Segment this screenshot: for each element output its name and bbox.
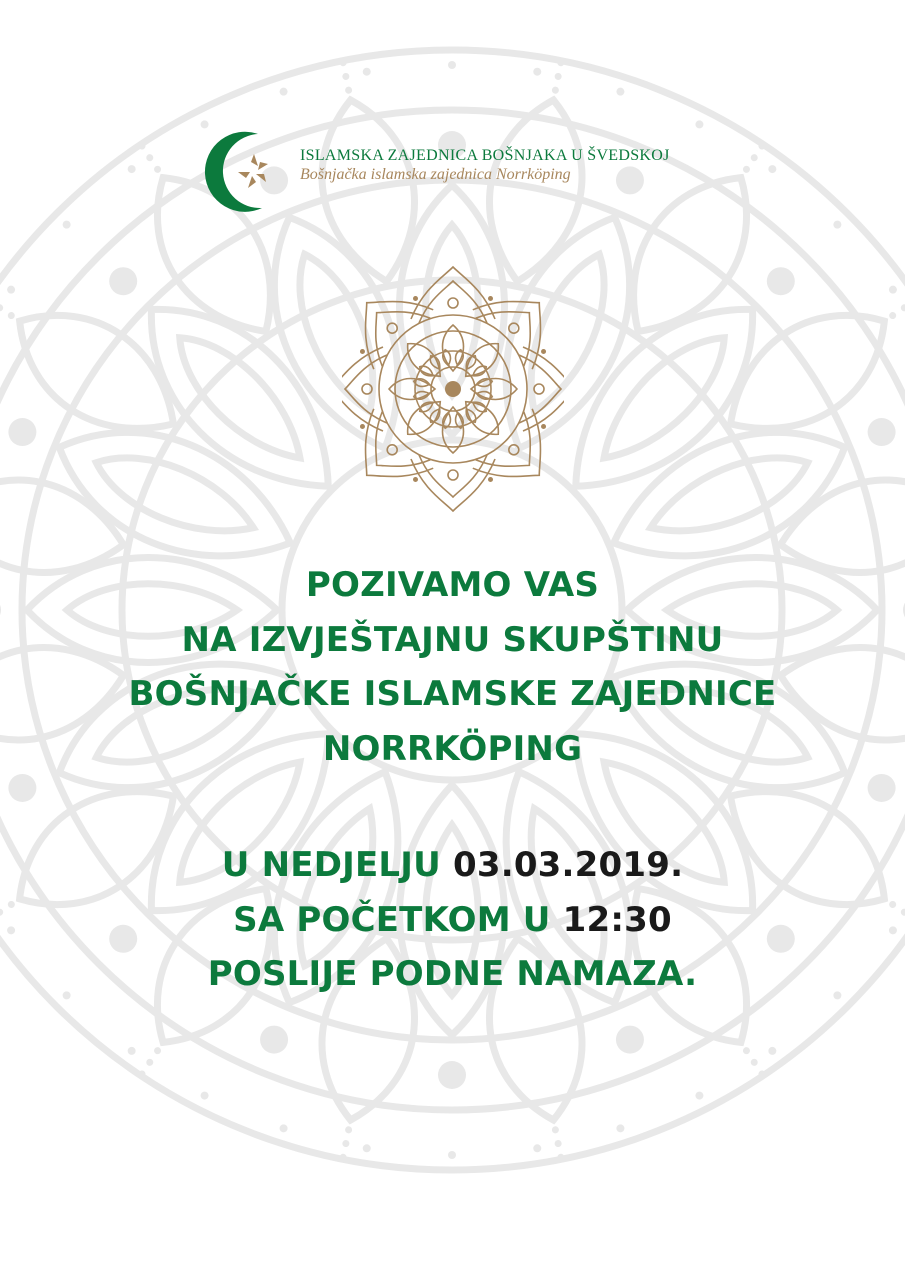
organization-subtitle: Bošnjačka islamska zajednica Norrköping (300, 166, 571, 183)
after-prayer-line: POSLIJE PODNE NAMAZA. (207, 954, 698, 994)
headline-line-1: POZIVAMO VAS (305, 565, 600, 605)
organization-logo (196, 126, 716, 216)
organization-name: ISLAMSKA ZAJEDNICA BOŠNJAKA U ŠVEDSKOJ (300, 147, 670, 164)
invitation-headline (0, 558, 905, 776)
crescent-with-star-icon (196, 126, 286, 216)
headline-line-2: NA IZVJEŠTAJNU SKUPŠTINU (181, 619, 724, 660)
day-prefix: U NEDJELJU (221, 845, 453, 885)
floral-mandala-ornament-icon (342, 264, 564, 514)
event-date: 03.03.2019. (452, 845, 684, 885)
headline-line-3: BOŠNJAČKE ISLAMSKE ZAJEDNICE (128, 674, 777, 714)
event-time: 12:30 (562, 899, 672, 940)
organization-text (300, 146, 720, 184)
event-time-line (0, 893, 905, 948)
event-date-line (0, 838, 905, 893)
event-details (0, 838, 905, 1002)
headline-line-4: NORRKÖPING (322, 728, 583, 769)
start-prefix: SA POČETKOM U (233, 899, 563, 940)
